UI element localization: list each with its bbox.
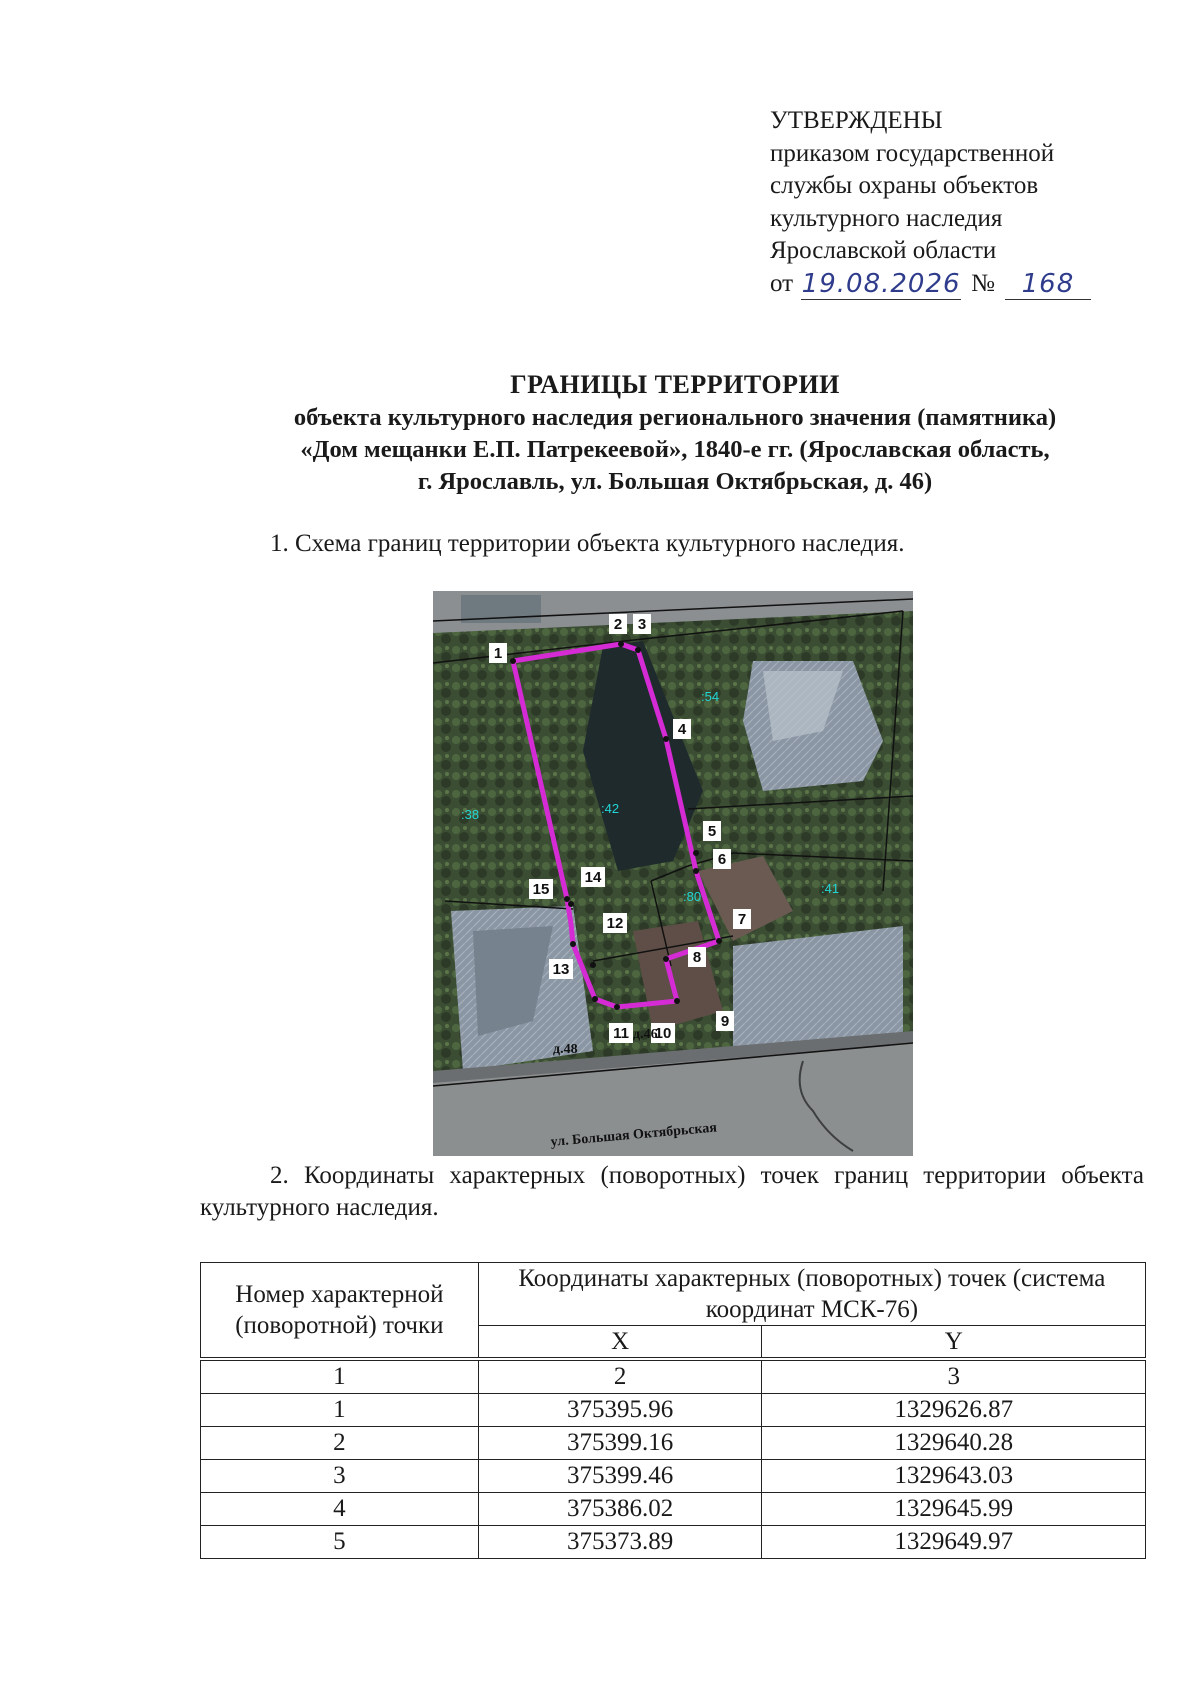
boundary-scheme-map	[433, 591, 913, 1156]
point-label: 3	[637, 616, 647, 633]
order-number-handwritten: 168	[1005, 269, 1091, 300]
approval-line: культурного наследия	[770, 204, 1003, 232]
x-cell: 375399.46	[478, 1460, 762, 1493]
point-number-cell: 2	[201, 1427, 479, 1460]
point-label: 5	[707, 823, 717, 840]
x-cell: 375399.16	[478, 1427, 762, 1460]
street-name: ул. Большая Октябрьская	[550, 1120, 718, 1150]
map-svg	[433, 591, 913, 1156]
approval-block	[770, 105, 1130, 300]
point-label: 15	[532, 881, 550, 898]
plot-number: :42	[601, 801, 620, 816]
y-cell: 1329643.03	[762, 1460, 1146, 1493]
header-y: Y	[762, 1326, 1146, 1360]
table-row	[201, 1460, 1146, 1493]
point-label: 2	[613, 616, 623, 633]
title-line: г. Ярославль, ул. Большая Октябрьская, д. 46)	[417, 468, 933, 495]
point-number-cell: 5	[201, 1526, 479, 1559]
approval-line: приказом государственной	[770, 139, 1055, 167]
header-point-number: Номер характерной (поворотной) точки	[201, 1263, 479, 1360]
header-coordinates: Координаты характерных (поворотных) точек (система координат МСК-76)	[478, 1263, 1145, 1326]
point-label: 9	[720, 1013, 730, 1030]
point-label: 12	[606, 915, 624, 932]
document-title	[150, 368, 1200, 498]
x-cell: 375395.96	[478, 1394, 762, 1427]
title-line: «Дом мещанки Е.П. Патрекеевой», 1840-е гг. (Ярославская область,	[300, 436, 1050, 463]
point-label: 11	[613, 1025, 629, 1042]
table-row	[201, 1427, 1146, 1460]
point-label: 4	[677, 721, 687, 738]
coordinates-table	[200, 1262, 1146, 1559]
point-label: 13	[552, 961, 570, 978]
order-date-handwritten: 19.08.2026	[801, 269, 961, 299]
table-row	[201, 1526, 1146, 1559]
table-row	[201, 1394, 1146, 1427]
y-cell: 1329645.99	[762, 1493, 1146, 1526]
title-main: ГРАНИЦЫ ТЕРРИТОРИИ	[510, 370, 840, 399]
y-cell: 1329626.87	[762, 1394, 1146, 1427]
building-41	[733, 926, 903, 1051]
approval-line: службы охраны объектов	[770, 172, 1039, 199]
point-label: 10	[654, 1025, 672, 1042]
title-line: объекта культурного наследия регионального значения (памятника)	[293, 404, 1057, 431]
y-cell: 1329640.28	[762, 1427, 1146, 1460]
point-label: 14	[584, 869, 602, 886]
table-row	[201, 1493, 1146, 1526]
point-label: 1	[493, 645, 503, 662]
point-number-cell: 4	[201, 1493, 479, 1526]
plot-number: :38	[461, 807, 480, 822]
column-number-row	[201, 1359, 1146, 1394]
date-prefix: от	[770, 269, 794, 297]
point-label: 7	[737, 911, 747, 928]
approval-line: Ярославской области	[770, 237, 997, 264]
section-2-heading: 2. Координаты характерных (поворотных) точек границ территории объекта культурного наследия.	[200, 1162, 1144, 1221]
order-date-number-row	[770, 268, 1130, 301]
point-number-cell: 3	[201, 1460, 479, 1493]
approval-heading: УТВЕРЖДЕНЫ	[770, 107, 943, 134]
x-cell: 375373.89	[478, 1526, 762, 1559]
point-label: 6	[717, 851, 727, 868]
section-1-heading: 1. Схема границ территории объекта культурного наследия.	[270, 530, 905, 557]
table-header-row	[201, 1263, 1146, 1326]
point-number-cell: 1	[201, 1394, 479, 1427]
number-sign: №	[971, 269, 995, 297]
column-number: 1	[201, 1359, 479, 1394]
plot-number: :80	[683, 889, 702, 904]
house-label: д.48	[553, 1042, 578, 1057]
header-x: X	[478, 1326, 762, 1360]
y-cell: 1329649.97	[762, 1526, 1146, 1559]
plot-number: :41	[821, 881, 840, 896]
plot-number: :54	[701, 689, 720, 704]
x-cell: 375386.02	[478, 1493, 762, 1526]
point-label: 8	[692, 949, 702, 966]
column-number: 2	[478, 1359, 762, 1394]
column-number: 3	[762, 1359, 1146, 1394]
house-label: д.46	[633, 1027, 658, 1042]
